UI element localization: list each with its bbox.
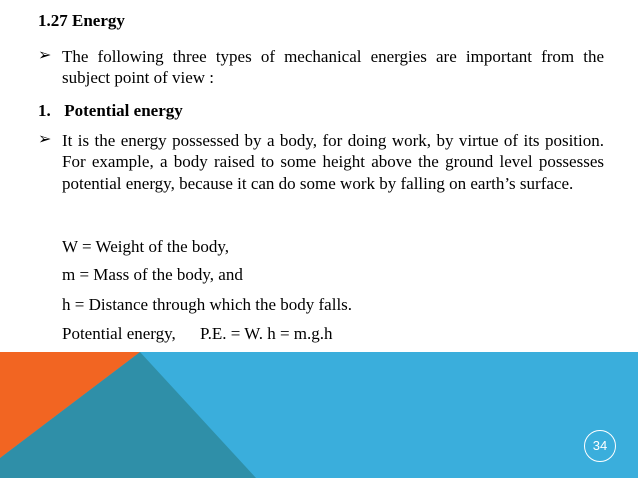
page-number-badge [584, 430, 616, 462]
definition-height: h = Distance through which the body falls. [62, 295, 353, 314]
formula-label: Potential energy, [62, 324, 176, 343]
subheading-title: Potential energy [64, 101, 183, 120]
subheading-number: 1. [38, 101, 51, 120]
intro-bullet-text: The following three types of mechanical energies are important from the subject point of view : [62, 47, 604, 88]
arrow-bullet-icon: ➢ [38, 131, 52, 148]
decorative-shapes [0, 352, 638, 478]
definition-mass: m = Mass of the body, and [62, 265, 243, 284]
definition-weight: W = Weight of the body, [62, 237, 230, 256]
section-title: 1.27 Energy [38, 11, 125, 30]
page-number: 34 [592, 438, 608, 453]
subheading [38, 100, 183, 121]
arrow-bullet-icon: ➢ [38, 47, 52, 64]
bottom-decoration [0, 352, 638, 478]
formula-expression: P.E. = W. h = m.g.h [200, 324, 333, 343]
definition-bullet-text: It is the energy possessed by a body, for doing work, by virtue of its position. For example, a body raised to some height above the ground level possesses potential energy, because it can do some work by falling on earth’s surface. [62, 131, 604, 193]
formula-line [62, 323, 333, 344]
